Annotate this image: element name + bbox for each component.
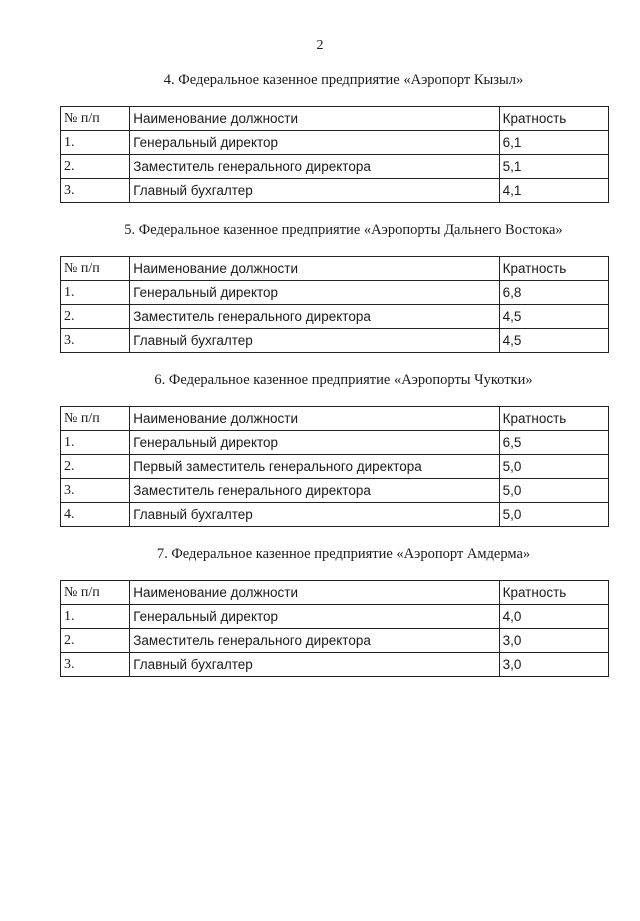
section-airport-amderma xyxy=(60,542,609,677)
table-header-row xyxy=(61,581,609,605)
header-num: № п/п xyxy=(61,107,130,131)
table-header-row xyxy=(61,107,609,131)
row-position: Генеральный директор xyxy=(130,131,499,155)
row-multiplier: 5,0 xyxy=(499,503,608,527)
row-num: 2. xyxy=(61,629,130,653)
header-multiplier: Кратность xyxy=(499,581,608,605)
row-num: 1. xyxy=(61,431,130,455)
row-position: Главный бухгалтер xyxy=(130,179,499,203)
row-position: Генеральный директор xyxy=(130,605,499,629)
header-num: № п/п xyxy=(61,581,130,605)
row-position: Заместитель генерального директора xyxy=(130,629,499,653)
row-multiplier: 4,0 xyxy=(499,605,608,629)
row-position: Заместитель генерального директора xyxy=(130,305,499,329)
row-multiplier: 4,1 xyxy=(499,179,608,203)
row-multiplier: 4,5 xyxy=(499,305,608,329)
row-multiplier: 3,0 xyxy=(499,629,608,653)
row-multiplier: 5,1 xyxy=(499,155,608,179)
section-chukotka-airports xyxy=(60,368,609,527)
table-row xyxy=(61,281,609,305)
row-num: 1. xyxy=(61,131,130,155)
header-num: № п/п xyxy=(61,407,130,431)
row-multiplier: 5,0 xyxy=(499,479,608,503)
row-multiplier: 3,0 xyxy=(499,653,608,677)
row-position: Первый заместитель генерального директора xyxy=(130,455,499,479)
table-row xyxy=(61,629,609,653)
positions-table xyxy=(60,406,609,527)
row-position: Заместитель генерального директора xyxy=(130,155,499,179)
section-title: 6. Федеральное казенное предприятие «Аэропорты Чукотки» xyxy=(154,372,533,388)
section-airport-kyzyl xyxy=(60,68,609,203)
header-name: Наименование должности xyxy=(130,257,499,281)
row-multiplier: 6,5 xyxy=(499,431,608,455)
section-title: 7. Федеральное казенное предприятие «Аэропорт Амдерма» xyxy=(156,546,531,562)
table-row xyxy=(61,155,609,179)
row-position: Генеральный директор xyxy=(130,281,499,305)
table-row xyxy=(61,653,609,677)
table-row xyxy=(61,305,609,329)
row-num: 4. xyxy=(61,503,130,527)
header-multiplier: Кратность xyxy=(499,107,608,131)
row-num: 3. xyxy=(61,479,130,503)
row-position: Главный бухгалтер xyxy=(130,503,499,527)
table-row xyxy=(61,179,609,203)
header-multiplier: Кратность xyxy=(499,257,608,281)
section-title: 5. Федеральное казенное предприятие «Аэропорты Дальнего Востока» xyxy=(124,222,563,238)
row-multiplier: 6,8 xyxy=(499,281,608,305)
row-num: 2. xyxy=(61,305,130,329)
page-number: 2 xyxy=(316,38,324,53)
row-num: 2. xyxy=(61,155,130,179)
header-num: № п/п xyxy=(61,257,130,281)
header-multiplier: Кратность xyxy=(499,407,608,431)
row-num: 2. xyxy=(61,455,130,479)
table-row xyxy=(61,431,609,455)
row-num: 1. xyxy=(61,605,130,629)
table-header-row xyxy=(61,407,609,431)
section-title: 4. Федеральное казенное предприятие «Аэропорт Кызыл» xyxy=(163,72,524,88)
row-multiplier: 5,0 xyxy=(499,455,608,479)
row-position: Заместитель генерального директора xyxy=(130,479,499,503)
row-position: Главный бухгалтер xyxy=(130,329,499,353)
row-num: 1. xyxy=(61,281,130,305)
row-num: 3. xyxy=(61,179,130,203)
table-header-row xyxy=(61,257,609,281)
table-row xyxy=(61,503,609,527)
row-multiplier: 4,5 xyxy=(499,329,608,353)
positions-table xyxy=(60,580,609,677)
table-row xyxy=(61,131,609,155)
section-far-east-airports xyxy=(60,218,609,353)
header-name: Наименование должности xyxy=(130,581,499,605)
table-row xyxy=(61,479,609,503)
row-num: 3. xyxy=(61,653,130,677)
row-position: Главный бухгалтер xyxy=(130,653,499,677)
header-name: Наименование должности xyxy=(130,407,499,431)
row-num: 3. xyxy=(61,329,130,353)
positions-table xyxy=(60,106,609,203)
positions-table xyxy=(60,256,609,353)
row-position: Генеральный директор xyxy=(130,431,499,455)
table-row xyxy=(61,605,609,629)
table-row xyxy=(61,455,609,479)
row-multiplier: 6,1 xyxy=(499,131,608,155)
header-name: Наименование должности xyxy=(130,107,499,131)
table-row xyxy=(61,329,609,353)
